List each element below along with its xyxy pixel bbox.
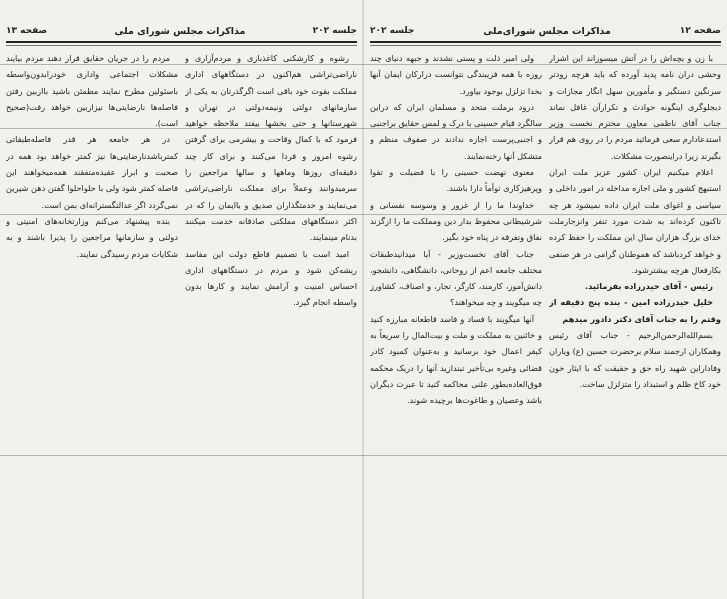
page-header <box>6 22 357 40</box>
right-page <box>364 0 727 599</box>
paragraph: ولی امیر ذلت و پستی نشدند و جبهه دنیای چند روزه با همه فریبندگی نتوانست درارکان ایمان آنها بخدا تزلزل بوجود بیاورد. <box>370 53 542 96</box>
header-rule <box>6 41 357 43</box>
scan-artifact-line <box>0 64 727 65</box>
paragraph: در هر جامعه هر قدر فاصله‌طبقاتی کمترباشدنارضایتی‌ها نیز کمتر خواهد بود همه در صحبت و ابراز عقیده‌متفقند همه‌میخواهند این فاصله کمتر شود ولی با حلواحلوا گفتن دهن شیرین نمی‌گردد اگر عدالتگسترانه‌ای بمن است. <box>6 134 178 210</box>
text-column-right <box>549 50 721 595</box>
page-number: صفحه ۱۳ <box>6 26 48 36</box>
scan-artifact-line <box>0 128 727 129</box>
session-number: جلسه ۲۰۲ <box>370 26 415 36</box>
session-number: جلسه ۲۰۲ <box>312 26 357 36</box>
speaker-line: خلیل حیدرزاده امین - بنده پنج دقیقه از وقتم را به جناب آقای دکتر دادور میدهم <box>549 297 721 324</box>
scan-artifact-line <box>0 214 727 215</box>
left-page <box>0 0 363 599</box>
text-column-left <box>6 50 178 595</box>
text-column-right <box>185 50 357 595</box>
page-header <box>370 22 721 40</box>
text-column-left <box>370 50 542 595</box>
header-rule-thin <box>6 45 357 46</box>
paragraph: معنوی نهضت حسینی را با فضیلت و تقوا وپرهیزکاری توأماً دارا باشند. <box>370 167 542 194</box>
paragraph: امید است با تصمیم قاطع دولت این مفاسد ریشه‌کن شود و مردم در دستگاههای اداری احساس امنیت و آرامش نمایند و کارها بدون واسطه انجام گیرد. <box>185 248 357 308</box>
paragraph: درود برملت متحد و مسلمان ایران که دراین سالگرد قیام حسینی با درک و لمس حقایق براجنبی و اجنبی‌پرست اجازه ندادند در صفوف منظم و متشکل آنها رخنه‌نمایند. <box>370 101 542 161</box>
paragraph: با زن و بچه‌اش را در آتش میسوزاند این اشرار وحشی دران نامه پدید آورده که باید هرچه زودتر سرنگین دستگیر و مأمورین سهل انگار مجازات و دبجلوگری اینگونه حوادث و تکرارآن غافل نماند جناب آقای ناظمی معاون محترم نخست وزیر استدعادارم سعی فرمائید مردم را در روی هم قرار بگیرند زیرا دراینصورت مشکلات. <box>549 53 721 161</box>
paragraph: رشوه و کارشکنی کاغذبازی و مردم‌آزاری و ناراضی‌تراشی هم‌اکنون در دستگاههای اداری مملکت بقوت خود باقی است اگرگذرتان به یکی از سازمانهای دولتی ونیمه‌دولتی در تهران و شهرستانها و حتی بخشها بیفتد ملاحظه خواهید فرمود که با کمال وقاحت و بیشرمی برای گرفتن رشوه امروز و فردا می‌کنند و برای کار چند دقیقه‌ای روزها وماهها و سالها مراجعین را سرمیدوانند وعملاً برای مملکت ناراضی‌تراشی می‌نمایند و خدمتگذاران صدیق و باایمان را که در اکثر دستگاههای مملکتی صادقانه خدمت میکنند بدنام مینمایند. <box>185 53 357 243</box>
paragraph: اعلام میکنیم ایران کشور عزیز ملت ایران استبهج کشور و ملی اجازه مداخله در امور داخلی و سیاسی و اغوای ملت ایران داده نمیشود هر چه تاکنون کرده‌اند به شدت مورد تنفر وانزجارملت خدای بزرگ هزاران سال این مملکت را حفظ کرده و خواهد کردباشد که هموطنان گرامی در هر صنفی بکارفعال هرچه بیشترشود. <box>549 167 721 275</box>
paragraph: آنها میگویند با فساد و فاسد قاطعانه مبارزه کنید و خائنین به مملکت و ملت و بیت‌المال را سریعاً به کیفر اعمال خود برسانید و به‌عنوان کمبود کادر قضائی وغیره بی‌تأخیر تبندازید آنها را دریک محکمه فوق‌العاده‌بطور علنی محاکمه کنید تا عبرت دیگران باشد وعصیان و طاغوت‌ها برچیده شوند. <box>370 313 542 406</box>
speaker-line: رئیس - آقای حیدرزاده بفرمائید. <box>585 281 713 292</box>
paragraph: خداوندا ما را از غرور و وسوسه نفسانی و شرشیطانی محفوظ بدار دین ومملکت ما را ازگزند نفاق وتفرقه در پناه خود بگیر. <box>370 199 542 243</box>
paragraph: بنده پیشنهاد می‌کنم وزارتخانه‌های امنیتی و دولتی و سازمانها مراجعین را پذیرا باشند و به شکایات مردم رسیدگی نمایند. <box>6 215 178 259</box>
publication-title: مذاکرات مجلس شورای ملی <box>114 25 246 37</box>
header-rule-thin <box>370 45 721 46</box>
paragraph: مردم را در جریان حقایق قرار دهند مردم بیایند مشکلات اجتماعی واداری خودرابدون‌واسطه باسئولین مطرح نمایند مطمئن باشید باازبین رفتن فاصله‌ها نارضایتی‌ها نیزازبین خواهد رفت(صحیح است). <box>6 53 178 129</box>
paragraph: جناب آقای نخست‌وزیر - آیا میدانیدطبقات مختلف جامعه اعم از روحانی، دانشگاهی، دانشجو، دانش‌آموز، کارمند، کارگر، تجار، و اصناف، کشاورز چه میگویند و چه میخواهند؟ <box>370 248 542 308</box>
scan-artifact-line <box>0 455 727 456</box>
header-rule <box>370 41 721 43</box>
page-number: صفحه ۱۲ <box>679 26 721 36</box>
paragraph: بسم‌الله‌الرحمن‌الرحیم - جناب آقای رئیس وهمکاران ارجمند سلام برحضرت حسین (ع) ویاران وفاداراین شهید راه حق و حقیقت که با ایثار خون خود کاخ ظلم و استبداد را متزلزل ساخت. <box>549 330 721 389</box>
publication-title: مذاکرات مجلس شورای‌ملی <box>483 25 611 37</box>
